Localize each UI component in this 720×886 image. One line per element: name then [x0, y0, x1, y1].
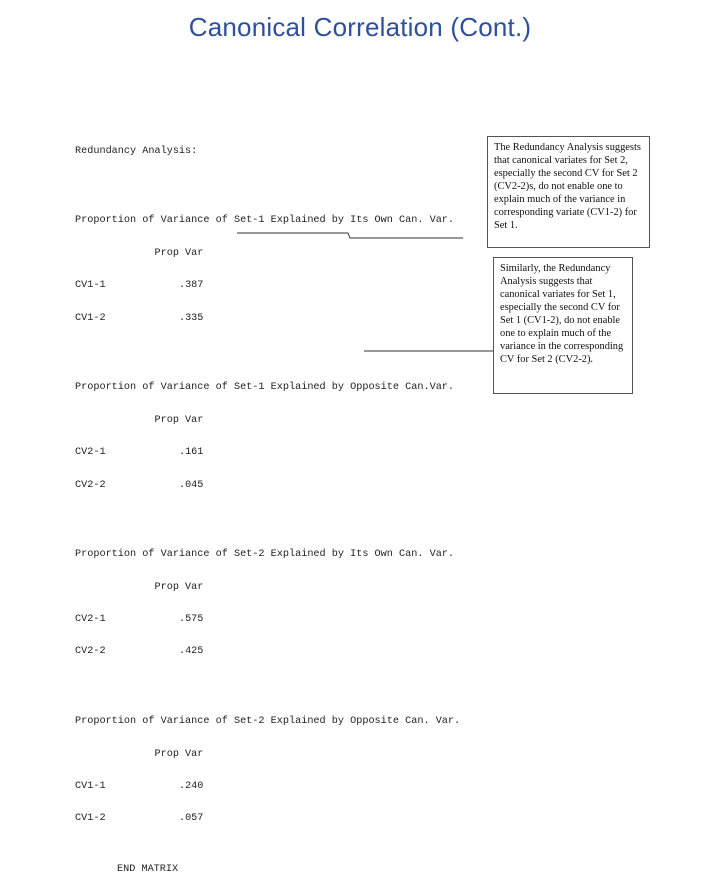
output-row — [75, 782, 460, 793]
row-var: CV1-2 — [75, 813, 106, 825]
section-header: Proportion of Variance of Set-1 Explained by Its Own Can. Var. — [75, 215, 455, 227]
output-heading: Redundancy Analysis: — [75, 145, 198, 157]
row-var: CV1-2 — [75, 312, 106, 324]
row-value: .161 — [178, 447, 204, 459]
section-header: Proportion of Variance of Set-1 Explained by Opposite Can.Var. — [75, 382, 455, 394]
column-label: Prop Var — [75, 247, 204, 259]
section-header: Proportion of Variance of Set-2 Explained by Its Own Can. Var. — [75, 549, 455, 561]
column-label: Prop Var — [75, 748, 204, 760]
end-matrix-label: END MATRIX — [117, 863, 179, 875]
row-var: CV1-1 — [75, 280, 106, 292]
section-header: Proportion of Variance of Set-2 Explained by Opposite Can. Var. — [75, 716, 461, 728]
row-value: .057 — [178, 813, 204, 825]
row-var: CV2-1 — [75, 614, 106, 626]
spacer — [75, 680, 460, 685]
row-value: .387 — [178, 280, 204, 292]
row-var: CV2-2 — [75, 479, 106, 491]
row-value: .575 — [178, 614, 204, 626]
row-var: CV2-2 — [75, 646, 106, 658]
column-label: Prop Var — [75, 414, 204, 426]
callout-box-set2: The Redundancy Analysis suggests that canonical variates for Set 2, especially the second CV for Set 2 (CV2-2)s, do not enable one to explain much of the variance in corresponding variate (CV1-2) for Set 1. — [487, 136, 650, 248]
row-value: .240 — [178, 781, 204, 793]
row-var: CV1-1 — [75, 781, 106, 793]
row-value: .045 — [178, 479, 204, 491]
row-value: .425 — [178, 646, 204, 658]
slide-title: Canonical Correlation (Cont.) — [188, 12, 532, 42]
output-row — [75, 615, 460, 626]
connector-line-one — [237, 233, 463, 238]
row-value: .335 — [178, 312, 204, 324]
output-row — [75, 647, 460, 658]
row-var: CV2-1 — [75, 447, 106, 459]
output-row — [75, 814, 460, 825]
callout-box-set1: Similarly, the Redundancy Analysis suggests that canonical variates for Set 1, especially the second CV for Set 1 (CV1-2), do not enable one to explain much of the variance in the corresponding CV for Set 2 (CV2-2). — [493, 257, 633, 394]
column-label: Prop Var — [75, 581, 204, 593]
